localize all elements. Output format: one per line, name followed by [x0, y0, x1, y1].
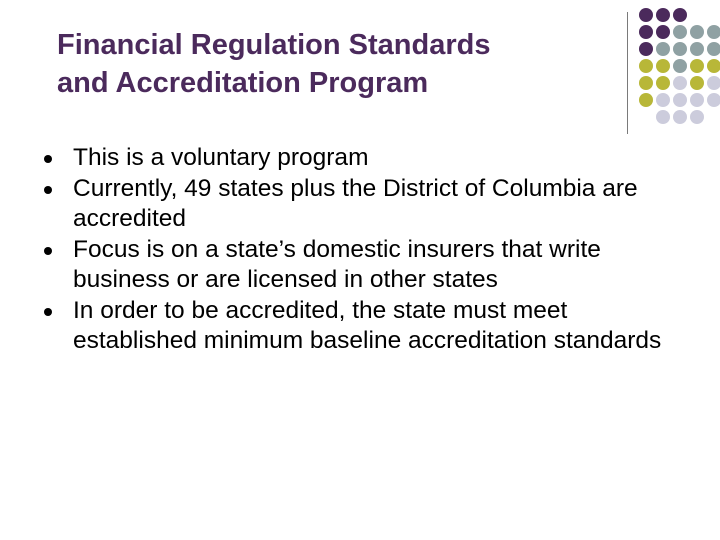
decor-dot	[639, 42, 653, 56]
bullet-item	[0, 143, 720, 174]
decor-dot	[690, 110, 704, 124]
slide-title-line-1: Financial Regulation Standards	[57, 29, 491, 61]
bullet-text: Currently, 49 states plus the District of Columbia are accredited	[73, 174, 638, 232]
bullet-text: This is a voluntary program	[73, 144, 369, 171]
decor-dot	[673, 59, 687, 73]
bullet-item	[0, 235, 720, 296]
decor-dot	[656, 8, 670, 22]
slide-title-line-2: and Accreditation Program	[57, 67, 429, 99]
title-divider-line	[627, 12, 628, 134]
decor-dot	[639, 8, 653, 22]
decor-dot	[690, 76, 704, 90]
decor-dot	[707, 42, 720, 56]
decor-dot	[673, 42, 687, 56]
decor-dot	[707, 76, 720, 90]
decor-dot	[707, 93, 720, 107]
slide-title	[57, 26, 617, 102]
decor-dot	[639, 76, 653, 90]
bullet-dot-icon	[44, 186, 52, 194]
decor-dot	[656, 59, 670, 73]
decor-dot	[639, 59, 653, 73]
decor-dot	[673, 110, 687, 124]
decor-dot	[656, 110, 670, 124]
decorative-dot-grid	[639, 8, 720, 128]
bullet-dot-icon	[44, 247, 52, 255]
bullet-item	[0, 174, 720, 235]
decor-dot	[656, 25, 670, 39]
decor-dot	[690, 25, 704, 39]
decor-dot	[707, 59, 720, 73]
decor-dot	[707, 25, 720, 39]
decor-dot	[690, 42, 704, 56]
decor-dot	[639, 93, 653, 107]
decor-dot	[690, 93, 704, 107]
bullet-text: In order to be accredited, the state must meet established minimum baseline accreditation standards	[73, 296, 662, 354]
decor-dot	[673, 8, 687, 22]
decor-dot	[656, 76, 670, 90]
bullet-dot-icon	[44, 155, 52, 163]
bullet-text: Focus is on a state’s domestic insurers that write business or are licensed in other states	[73, 235, 601, 293]
bullet-item	[0, 296, 720, 357]
decor-dot	[690, 59, 704, 73]
bullet-dot-icon	[44, 308, 52, 316]
bullet-list	[0, 143, 720, 357]
decor-dot	[639, 25, 653, 39]
decor-dot	[673, 93, 687, 107]
decor-dot	[673, 25, 687, 39]
decor-dot	[656, 93, 670, 107]
decor-dot	[656, 42, 670, 56]
decor-dot	[673, 76, 687, 90]
